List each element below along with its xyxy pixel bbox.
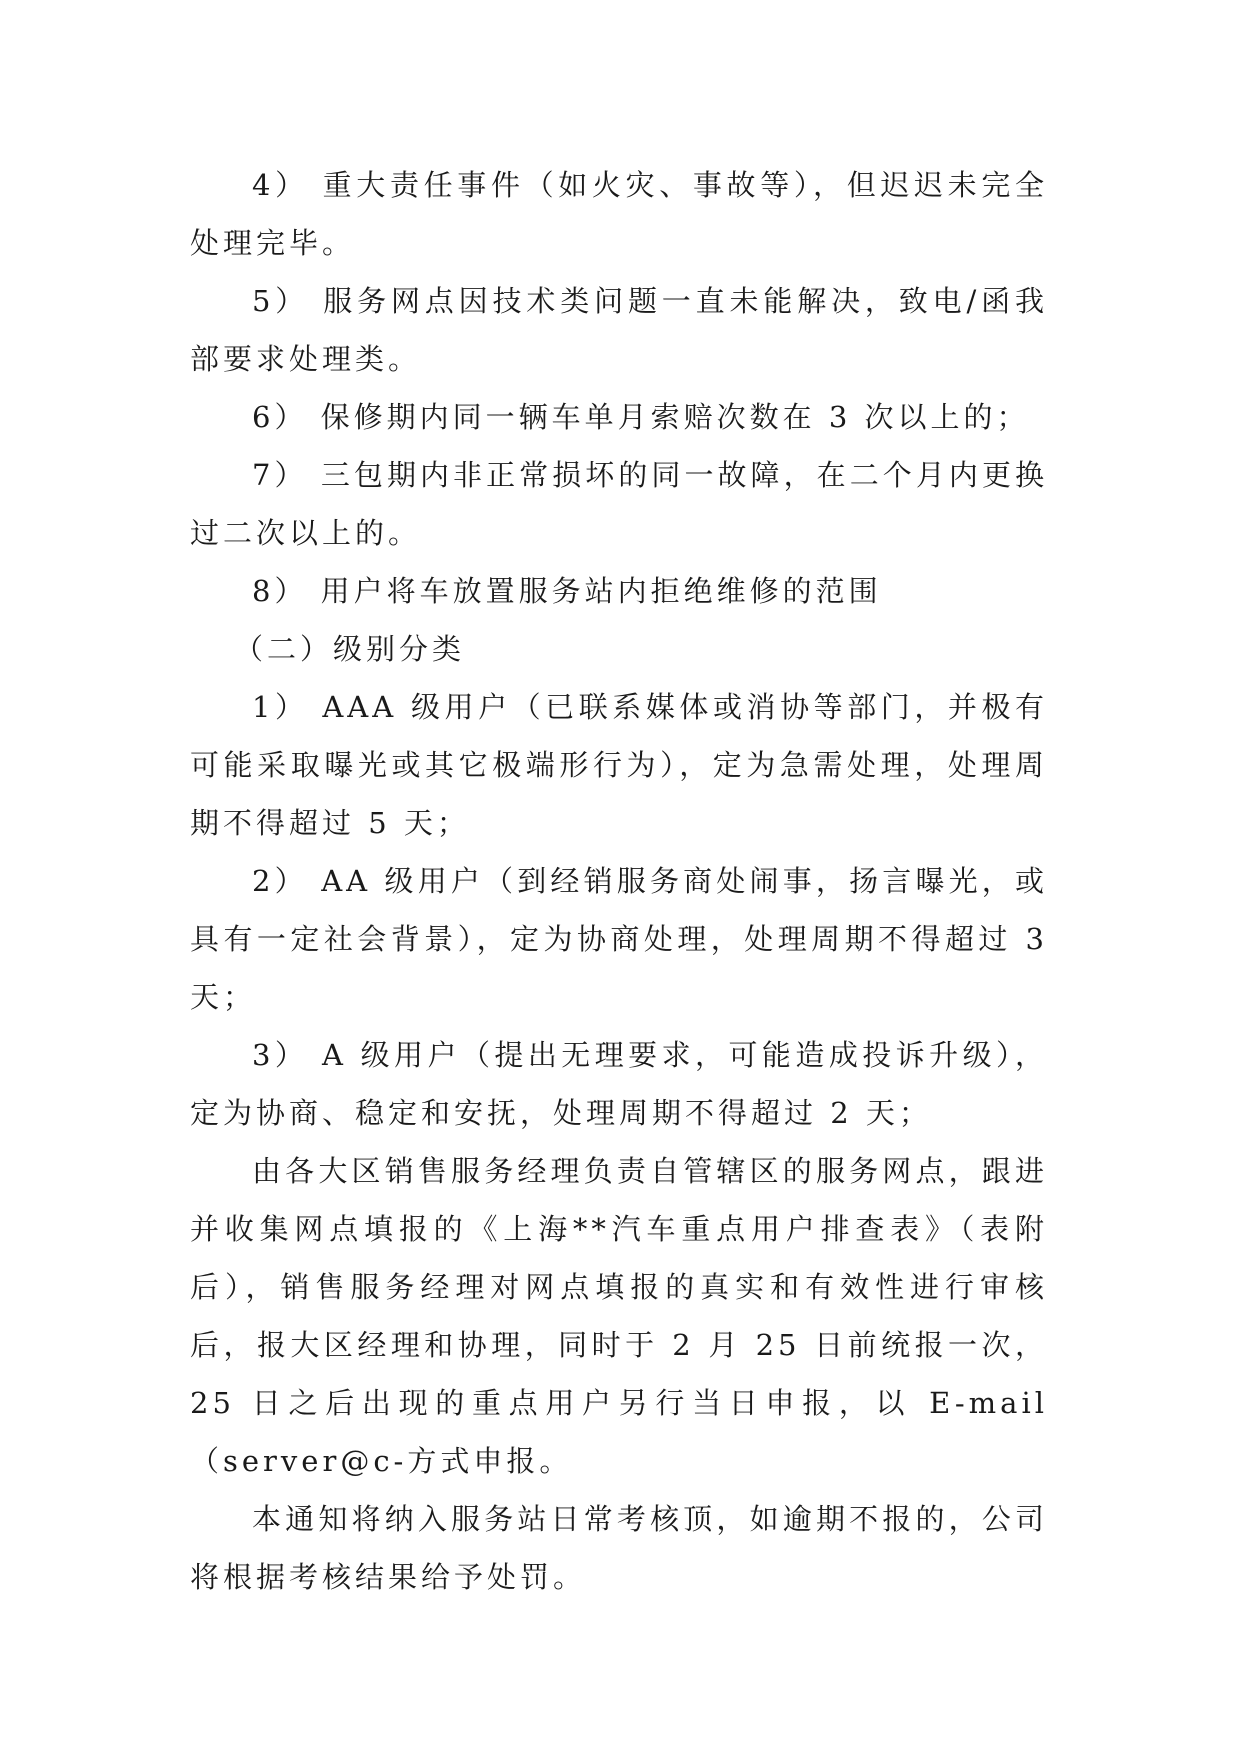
reporting-procedure-paragraph: 由各大区销售服务经理负责自管辖区的服务网点，跟进并收集网点填报的《上海**汽车重点用户排查表》（表附后），销售服务经理对网点填报的真实和有效性进行审核后，报大区经理和协理，同时于 2 月 25 日前统报一次，25 日之后出现的重点用户另行当日申报，以 E-mail（server@c-方式申报。 (190, 1154, 1048, 1478)
level-item-a: 3） A 级用户（提出无理要求，可能造成投诉升级），定为协商、稳定和安抚，处理周期不得超过 2 天； (190, 1038, 1048, 1130)
list-item-7-repeat-fault: 7） 三包期内非正常损坏的同一故障，在二个月内更换过二次以上的。 (190, 458, 1048, 550)
document-body (190, 156, 1048, 1606)
list-item-6-warranty-claims: 6） 保修期内同一辆车单月索赔次数在 3 次以上的； (252, 400, 1030, 434)
section-heading-level-classification: （二）级别分类 (234, 632, 466, 666)
level-item-aaa: 1） AAA 级用户（已联系媒体或消协等部门，并极有可能采取曝光或其它极端形行为），定为急需处理，处理周期不得超过 5 天； (190, 690, 1048, 840)
list-item-5-technical-issue: 5） 服务网点因技术类问题一直未能解决，致电/函我部要求处理类。 (190, 284, 1048, 376)
list-item-8-refused-repair: 8） 用户将车放置服务站内拒绝维修的范围 (252, 574, 882, 608)
list-item-4-major-incident: 4） 重大责任事件（如火灾、事故等），但迟迟未完全处理完毕。 (190, 168, 1048, 260)
assessment-notice-paragraph: 本通知将纳入服务站日常考核顶，如逾期不报的，公司将根据考核结果给予处罚。 (190, 1502, 1048, 1594)
level-item-aa: 2） AA 级用户（到经销服务商处闹事，扬言曝光，或具有一定社会背景），定为协商处理，处理周期不得超过 3 天； (190, 864, 1048, 1014)
